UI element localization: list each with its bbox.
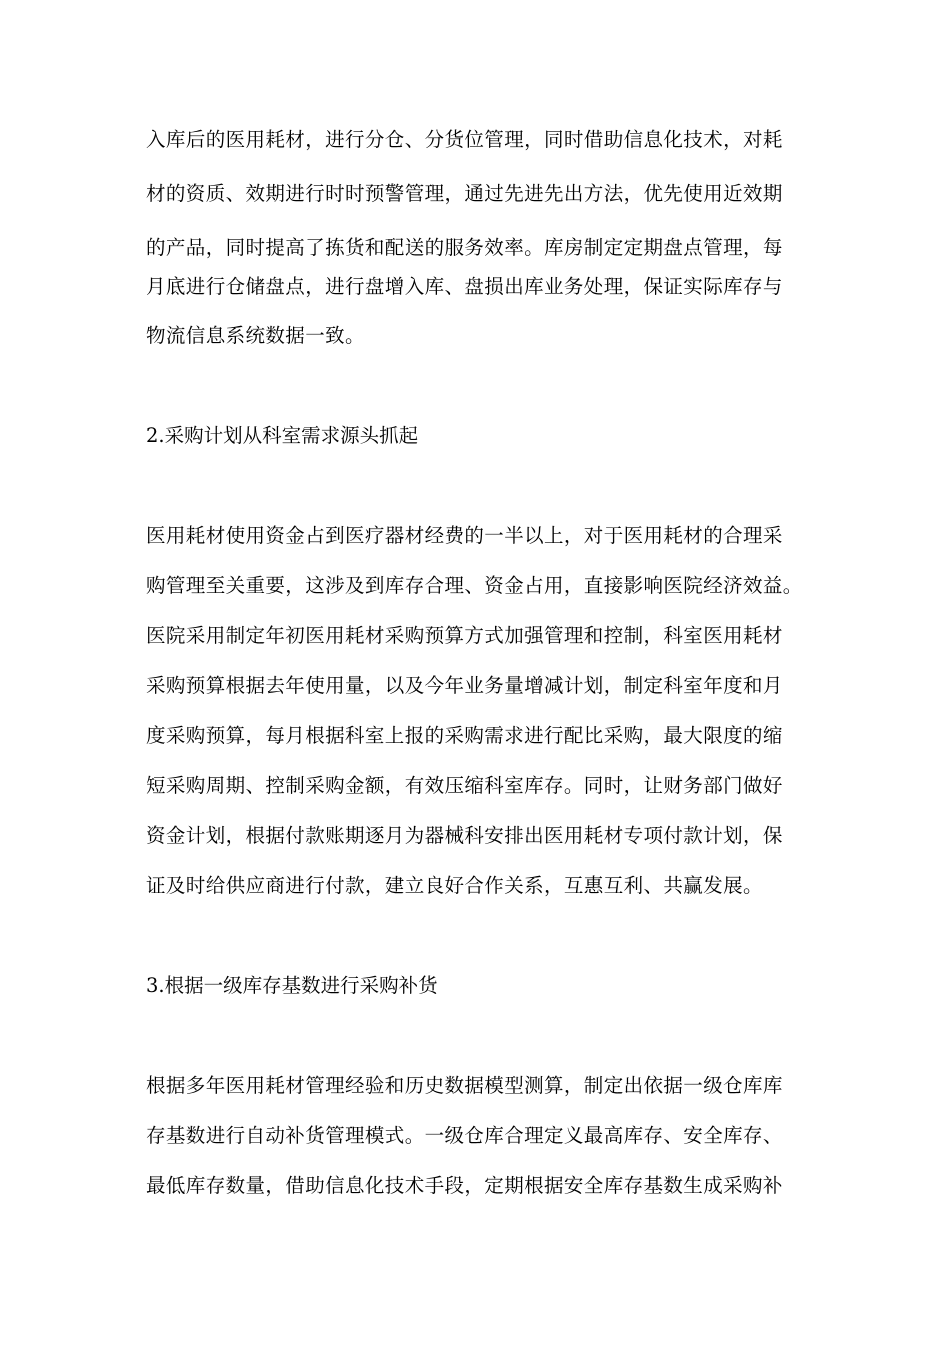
paragraph-line: 医用耗材使用资金占到医疗器材经费的一半以上，对于医用耗材的合理采 xyxy=(146,524,783,547)
paragraph-line: 物流信息系统数据一致。 xyxy=(146,324,365,347)
paragraph-line: 存基数进行自动补货管理模式。一级仓库合理定义最高库存、安全库存、 xyxy=(146,1124,783,1147)
paragraph-line: 材的资质、效期进行时时预警管理，通过先进先出方法，优先使用近效期 xyxy=(146,182,783,205)
paragraph-line: 入库后的医用耗材，进行分仓、分货位管理，同时借助信息化技术，对耗 xyxy=(146,128,783,151)
paragraph-line: 短采购周期、控制采购金额，有效压缩科室库存。同时，让财务部门做好 xyxy=(146,774,783,797)
paragraph-line: 购管理至关重要，这涉及到库存合理、资金占用，直接影响医院经济效益。 xyxy=(146,574,803,597)
section-heading-2: 2.采购计划从科室需求源头抓起 xyxy=(146,424,419,447)
paragraph-line: 医院采用制定年初医用耗材采购预算方式加强管理和控制，科室医用耗材 xyxy=(146,624,783,647)
paragraph-line: 月底进行仓储盘点，进行盘增入库、盘损出库业务处理，保证实际库存与 xyxy=(146,275,783,298)
paragraph-line: 证及时给供应商进行付款，建立良好合作关系，互惠互利、共赢发展。 xyxy=(146,874,763,897)
paragraph-line: 最低库存数量，借助信息化技术手段，定期根据安全库存基数生成采购补 xyxy=(146,1174,783,1197)
paragraph-line: 根据多年医用耗材管理经验和历史数据模型测算，制定出依据一级仓库库 xyxy=(146,1074,783,1097)
section-heading-3: 3.根据一级库存基数进行采购补货 xyxy=(146,974,438,997)
paragraph-line: 资金计划，根据付款账期逐月为器械科安排出医用耗材专项付款计划，保 xyxy=(146,824,783,847)
paragraph-line: 的产品，同时提高了拣货和配送的服务效率。库房制定定期盘点管理，每 xyxy=(146,236,783,259)
paragraph-line: 度采购预算，每月根据科室上报的采购需求进行配比采购，最大限度的缩 xyxy=(146,724,783,747)
paragraph-line: 采购预算根据去年使用量，以及今年业务量增减计划，制定科室年度和月 xyxy=(146,674,783,697)
